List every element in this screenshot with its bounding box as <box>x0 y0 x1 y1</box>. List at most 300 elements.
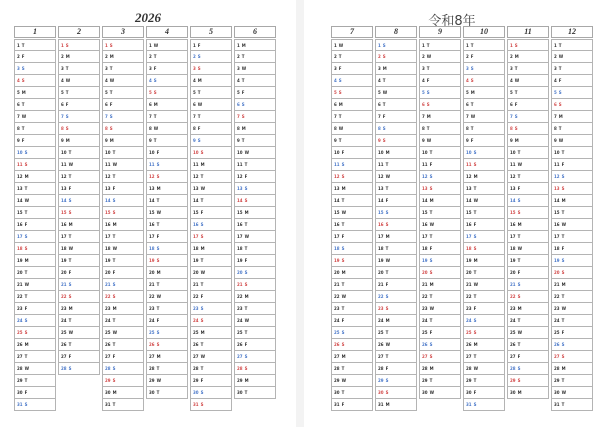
day-cell <box>463 51 505 63</box>
day-cell <box>146 363 188 375</box>
day-cell <box>58 171 100 183</box>
month-header: 3 <box>102 26 144 38</box>
weekday-letter: S <box>561 186 565 191</box>
weekday-letter: S <box>558 90 562 95</box>
weekday-letter: T <box>156 390 160 395</box>
day-number: 5 <box>237 90 240 95</box>
day-cell <box>190 51 232 63</box>
day-cell <box>463 111 505 123</box>
day-cell <box>419 123 461 135</box>
day-number: 6 <box>105 102 108 107</box>
day-number: 15 <box>149 210 155 215</box>
weekday-letter: F <box>24 222 28 227</box>
weekday-letter: S <box>109 43 113 48</box>
day-number: 6 <box>422 102 425 107</box>
day-number: 9 <box>378 138 381 143</box>
day-cell <box>58 279 100 291</box>
day-number: 24 <box>105 318 111 323</box>
weekday-letter: S <box>65 114 69 119</box>
day-cell <box>507 243 549 255</box>
weekday-letter: W <box>561 222 566 227</box>
day-cell <box>375 399 417 411</box>
day-cell <box>58 351 100 363</box>
day-cell <box>507 303 549 315</box>
day-cell <box>551 75 593 87</box>
day-cell <box>146 171 188 183</box>
weekday-letter: T <box>385 162 389 167</box>
day-cell <box>234 363 276 375</box>
day-cell <box>58 111 100 123</box>
day-number: 8 <box>17 126 20 131</box>
day-number: 4 <box>61 78 64 83</box>
day-number: 11 <box>378 162 384 167</box>
weekday-letter: T <box>112 342 116 347</box>
day-number: 31 <box>17 402 23 407</box>
day-cell <box>58 255 100 267</box>
weekday-letter: W <box>338 126 344 131</box>
day-number: 11 <box>105 162 111 167</box>
day-number: 5 <box>422 90 425 95</box>
day-cell <box>419 351 461 363</box>
day-cell <box>58 339 100 351</box>
day-cell <box>419 315 461 327</box>
weekday-letter: S <box>561 342 565 347</box>
day-cell <box>234 87 276 99</box>
day-number: 19 <box>334 258 340 263</box>
weekday-letter: W <box>514 78 520 83</box>
day-cell <box>234 147 276 159</box>
day-cell <box>102 159 144 171</box>
day-cell <box>331 339 373 351</box>
day-number: 5 <box>105 90 108 95</box>
day-number: 14 <box>554 198 560 203</box>
weekday-letter: M <box>244 378 249 383</box>
day-number: 4 <box>193 78 196 83</box>
day-cell <box>375 99 417 111</box>
day-cell <box>14 51 56 63</box>
day-number: 14 <box>61 198 67 203</box>
weekday-letter: W <box>153 126 159 131</box>
day-cell <box>507 255 549 267</box>
day-cell <box>331 147 373 159</box>
day-number: 23 <box>554 306 560 311</box>
day-cell <box>102 231 144 243</box>
weekday-letter: F <box>68 354 72 359</box>
day-cell <box>507 387 549 399</box>
weekday-letter: T <box>561 378 565 383</box>
day-number: 25 <box>378 330 384 335</box>
weekday-letter: W <box>244 318 249 323</box>
day-number: 31 <box>193 402 199 407</box>
weekday-letter: W <box>382 90 388 95</box>
day-number: 27 <box>378 354 384 359</box>
day-cell <box>507 267 549 279</box>
weekday-letter: S <box>382 126 386 131</box>
weekday-letter: W <box>112 330 117 335</box>
day-cell <box>331 243 373 255</box>
day-number: 17 <box>422 234 428 239</box>
day-number: 10 <box>105 150 111 155</box>
day-cell <box>102 387 144 399</box>
day-cell <box>331 291 373 303</box>
day-number: 10 <box>510 150 516 155</box>
weekday-letter: W <box>244 150 249 155</box>
day-number: 28 <box>237 366 243 371</box>
day-cell <box>331 51 373 63</box>
weekday-letter: F <box>470 54 474 59</box>
weekday-letter: T <box>385 186 389 191</box>
day-number: 25 <box>105 330 111 335</box>
day-number: 10 <box>237 150 243 155</box>
weekday-letter: S <box>156 162 160 167</box>
day-number: 23 <box>334 306 340 311</box>
day-number: 17 <box>17 234 23 239</box>
weekday-letter: M <box>200 162 205 167</box>
weekday-letter: M <box>473 342 478 347</box>
weekday-letter: S <box>426 102 430 107</box>
day-number: 30 <box>149 390 155 395</box>
day-number: 28 <box>149 366 155 371</box>
day-cell <box>234 63 276 75</box>
day-cell <box>234 231 276 243</box>
weekday-letter: W <box>21 114 27 119</box>
weekday-letter: T <box>561 294 565 299</box>
day-cell <box>463 255 505 267</box>
day-cell <box>234 327 276 339</box>
day-number: 13 <box>510 186 516 191</box>
weekday-letter: F <box>429 246 433 251</box>
day-cell <box>14 243 56 255</box>
weekday-letter: S <box>382 138 386 143</box>
weekday-letter: T <box>109 66 113 71</box>
day-number: 30 <box>193 390 199 395</box>
day-number: 19 <box>17 258 23 263</box>
day-cell <box>463 315 505 327</box>
weekday-letter: M <box>24 342 29 347</box>
day-cell <box>190 327 232 339</box>
weekday-letter: T <box>200 198 204 203</box>
day-number: 18 <box>61 246 67 251</box>
day-cell <box>463 159 505 171</box>
weekday-letter: M <box>514 138 519 143</box>
weekday-letter: S <box>429 186 433 191</box>
day-number: 23 <box>237 306 243 311</box>
day-number: 18 <box>105 246 111 251</box>
day-number: 12 <box>149 174 155 179</box>
day-number: 2 <box>466 54 469 59</box>
day-number: 20 <box>193 270 199 275</box>
day-number: 27 <box>237 354 243 359</box>
weekday-letter: S <box>244 366 248 371</box>
day-cell <box>146 99 188 111</box>
weekday-letter: T <box>68 174 72 179</box>
weekday-letter: T <box>341 282 345 287</box>
day-cell <box>463 183 505 195</box>
weekday-letter: F <box>473 222 477 227</box>
day-cell <box>234 171 276 183</box>
day-number: 7 <box>61 114 64 119</box>
day-number: 31 <box>466 402 472 407</box>
day-cell <box>331 315 373 327</box>
day-cell <box>419 171 461 183</box>
weekday-letter: S <box>112 366 116 371</box>
weekday-letter: T <box>109 90 113 95</box>
day-number: 14 <box>105 198 111 203</box>
weekday-letter: T <box>473 354 477 359</box>
day-cell <box>102 255 144 267</box>
weekday-letter: S <box>514 43 518 48</box>
weekday-letter: T <box>24 354 28 359</box>
weekday-letter: W <box>426 54 432 59</box>
weekday-letter: T <box>341 306 345 311</box>
day-number: 3 <box>17 66 20 71</box>
day-cell <box>14 399 56 411</box>
day-number: 7 <box>149 114 152 119</box>
weekday-letter: T <box>429 234 433 239</box>
day-number: 30 <box>510 390 516 395</box>
day-number: 3 <box>105 66 108 71</box>
weekday-letter: S <box>200 402 204 407</box>
day-number: 28 <box>105 366 111 371</box>
day-number: 7 <box>193 114 196 119</box>
weekday-letter: S <box>341 162 345 167</box>
day-number: 29 <box>378 378 384 383</box>
day-cell <box>190 87 232 99</box>
day-number: 27 <box>554 354 560 359</box>
day-number: 20 <box>378 270 384 275</box>
weekday-letter: M <box>429 366 434 371</box>
weekday-letter: M <box>385 402 390 407</box>
day-cell <box>507 39 549 51</box>
weekday-letter: W <box>156 378 161 383</box>
month-column-5 <box>190 26 232 411</box>
day-cell <box>507 219 549 231</box>
day-number: 27 <box>149 354 155 359</box>
day-cell <box>58 363 100 375</box>
weekday-letter: T <box>470 126 474 131</box>
page-title-year: 2026 <box>135 10 161 25</box>
day-cell <box>375 87 417 99</box>
day-cell <box>58 39 100 51</box>
day-cell <box>419 291 461 303</box>
day-cell <box>507 171 549 183</box>
weekday-letter: S <box>112 198 116 203</box>
day-number: 7 <box>422 114 425 119</box>
day-cell <box>234 387 276 399</box>
weekday-letter: M <box>341 354 346 359</box>
weekday-letter: W <box>156 294 161 299</box>
day-cell <box>146 339 188 351</box>
day-cell <box>463 171 505 183</box>
day-number: 10 <box>149 150 155 155</box>
day-cell <box>463 87 505 99</box>
weekday-letter: T <box>244 246 248 251</box>
day-cell <box>331 183 373 195</box>
day-cell <box>14 123 56 135</box>
day-cell <box>551 147 593 159</box>
day-number: 15 <box>510 210 516 215</box>
weekday-letter: T <box>112 258 116 263</box>
day-number: 16 <box>554 222 560 227</box>
weekday-letter: T <box>68 318 72 323</box>
day-cell <box>507 51 549 63</box>
weekday-letter: S <box>385 222 389 227</box>
day-cell <box>375 63 417 75</box>
day-number: 28 <box>554 366 560 371</box>
day-cell <box>551 363 593 375</box>
weekday-letter: T <box>153 114 157 119</box>
weekday-letter: T <box>426 43 430 48</box>
day-cell <box>551 255 593 267</box>
day-cell <box>58 159 100 171</box>
day-cell <box>14 183 56 195</box>
day-number: 19 <box>510 258 516 263</box>
day-cell <box>102 39 144 51</box>
day-cell <box>331 39 373 51</box>
day-number: 18 <box>378 246 384 251</box>
weekday-letter: M <box>68 222 73 227</box>
day-cell <box>463 351 505 363</box>
weekday-letter: T <box>382 78 386 83</box>
day-number: 24 <box>193 318 199 323</box>
weekday-letter: T <box>514 66 518 71</box>
weekday-letter: S <box>473 246 477 251</box>
day-number: 21 <box>554 282 560 287</box>
day-cell <box>507 363 549 375</box>
day-number: 13 <box>17 186 23 191</box>
weekday-letter: T <box>153 54 157 59</box>
weekday-letter: S <box>112 294 116 299</box>
weekday-letter: F <box>426 78 430 83</box>
day-number: 28 <box>17 366 23 371</box>
month-header: 5 <box>190 26 232 38</box>
day-cell <box>419 75 461 87</box>
day-cell <box>58 267 100 279</box>
weekday-letter: S <box>21 66 25 71</box>
day-number: 26 <box>510 342 516 347</box>
day-number: 18 <box>149 246 155 251</box>
day-number: 24 <box>510 318 516 323</box>
day-number: 26 <box>17 342 23 347</box>
day-number: 19 <box>193 258 199 263</box>
weekday-letter: S <box>65 43 69 48</box>
day-cell <box>146 159 188 171</box>
day-cell <box>507 183 549 195</box>
weekday-letter: F <box>112 270 116 275</box>
day-cell <box>375 267 417 279</box>
day-cell <box>190 39 232 51</box>
left-page <box>0 0 296 427</box>
weekday-letter: F <box>385 282 389 287</box>
day-number: 29 <box>149 378 155 383</box>
weekday-letter: S <box>241 114 245 119</box>
day-cell <box>419 159 461 171</box>
day-number: 24 <box>334 318 340 323</box>
day-number: 8 <box>422 126 425 131</box>
day-cell <box>234 159 276 171</box>
day-number: 21 <box>422 282 428 287</box>
month-header: 4 <box>146 26 188 38</box>
weekday-letter: F <box>561 246 565 251</box>
weekday-letter: S <box>341 330 345 335</box>
weekday-letter: S <box>514 126 518 131</box>
day-cell <box>375 183 417 195</box>
day-number: 4 <box>378 78 381 83</box>
weekday-letter: T <box>24 210 28 215</box>
weekday-letter: W <box>561 306 566 311</box>
day-cell <box>463 135 505 147</box>
month-header: 1 <box>14 26 56 38</box>
day-number: 1 <box>510 43 513 48</box>
day-number: 23 <box>105 306 111 311</box>
weekday-letter: M <box>429 282 434 287</box>
day-cell <box>102 303 144 315</box>
day-cell <box>375 111 417 123</box>
day-cell <box>507 231 549 243</box>
day-cell <box>375 279 417 291</box>
day-cell <box>58 243 100 255</box>
weekday-letter: F <box>200 294 204 299</box>
day-number: 10 <box>422 150 428 155</box>
day-number: 10 <box>61 150 67 155</box>
day-cell <box>551 207 593 219</box>
day-number: 11 <box>334 162 340 167</box>
weekday-letter: T <box>244 222 248 227</box>
day-number: 14 <box>422 198 428 203</box>
page-gutter <box>296 0 304 427</box>
weekday-letter: W <box>429 306 434 311</box>
day-number: 1 <box>17 43 20 48</box>
day-cell <box>102 399 144 411</box>
day-cell <box>419 243 461 255</box>
day-number: 4 <box>17 78 20 83</box>
weekday-letter: F <box>382 114 386 119</box>
weekday-letter: S <box>429 342 433 347</box>
day-cell <box>507 195 549 207</box>
weekday-letter: W <box>112 162 117 167</box>
weekday-letter: M <box>156 354 161 359</box>
day-number: 30 <box>378 390 384 395</box>
day-number: 27 <box>193 354 199 359</box>
day-number: 15 <box>466 210 472 215</box>
weekday-letter: S <box>24 318 28 323</box>
day-number: 13 <box>334 186 340 191</box>
day-cell <box>190 219 232 231</box>
day-number: 5 <box>466 90 469 95</box>
weekday-letter: S <box>338 78 342 83</box>
day-cell <box>14 231 56 243</box>
day-number: 9 <box>466 138 469 143</box>
weekday-letter: F <box>200 378 204 383</box>
day-cell <box>331 375 373 387</box>
day-number: 19 <box>61 258 67 263</box>
day-number: 5 <box>17 90 20 95</box>
day-number: 12 <box>422 174 428 179</box>
day-cell <box>102 315 144 327</box>
day-cell <box>551 159 593 171</box>
day-cell <box>14 147 56 159</box>
day-number: 16 <box>193 222 199 227</box>
weekday-letter: S <box>561 354 565 359</box>
day-cell <box>190 387 232 399</box>
day-cell <box>58 75 100 87</box>
day-number: 30 <box>466 390 472 395</box>
weekday-letter: T <box>341 222 345 227</box>
day-number: 30 <box>422 390 428 395</box>
day-cell <box>419 111 461 123</box>
weekday-letter: F <box>558 78 562 83</box>
day-number: 1 <box>422 43 425 48</box>
